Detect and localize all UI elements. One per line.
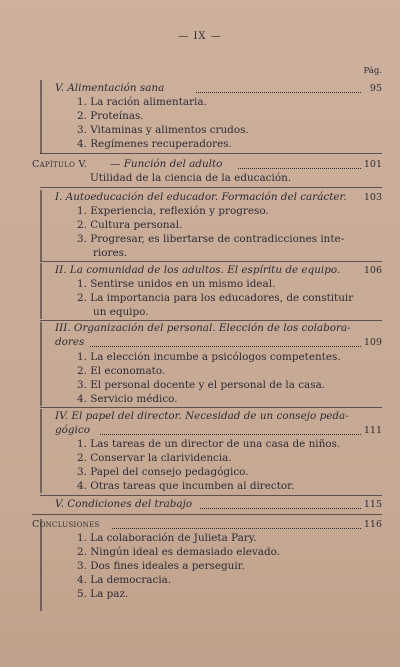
page-header: — IX — xyxy=(178,31,222,42)
entry-page: 103 xyxy=(363,192,382,203)
subitem-text: 3. Vitaminas y alimentos crudos. xyxy=(77,124,249,136)
entry-title: V. Condiciones del trabajo xyxy=(55,498,193,510)
subitem-text: 2. La importancia para los educadores, de constituir xyxy=(77,292,354,304)
chapter-label: Capítulo V. xyxy=(32,159,88,170)
section-divider xyxy=(40,320,382,321)
entry-page: 115 xyxy=(363,499,382,510)
leader-dots xyxy=(90,338,361,347)
section-divider xyxy=(40,407,382,408)
margin-rule xyxy=(40,519,42,611)
subitem-text: 1. La elección incumbe a psicólogos competentes. xyxy=(77,351,341,363)
entry-title: Conclusiones xyxy=(32,519,100,530)
subtitle-text: Utilidad de la ciencia de la educación. xyxy=(90,172,292,184)
chapter-page: 101 xyxy=(363,159,382,170)
subitem-text: 1. La ración alimentaria. xyxy=(77,96,207,108)
subitem-text: 1. Experiencia, reflexión y progreso. xyxy=(77,205,269,217)
entry-page: 111 xyxy=(363,425,382,436)
subitem-text: 2. Proteínas. xyxy=(77,110,144,122)
subitem-text: 5. La paz. xyxy=(77,588,129,600)
leader-dots xyxy=(200,500,361,509)
page-column-label: Pág. xyxy=(363,66,382,76)
subitem-text: 3. Dos fines ideales a perseguir. xyxy=(77,560,245,572)
subitem-text: 4. Regímenes recuperadores. xyxy=(77,138,232,150)
entry-title: II. La comunidad de los adultos. El espíritu de equipo. xyxy=(55,264,341,276)
section-divider xyxy=(32,514,382,515)
leader-dots xyxy=(100,426,361,435)
entry-page: 116 xyxy=(363,519,382,530)
section-divider xyxy=(40,153,382,154)
subitem-text: 3. Progresar, es libertarse de contradicciones inte- xyxy=(77,233,345,245)
section-divider xyxy=(40,187,382,188)
subitem-text: 1. Sentirse unidos en un mismo ideal. xyxy=(77,278,276,290)
entry-title: IV. El papel del director. Necesidad de un consejo peda- xyxy=(55,410,349,422)
entry-title: I. Autoeducación del educador. Formación del carácter. xyxy=(55,191,347,203)
subitem-text: 3. Papel del consejo pedagógico. xyxy=(77,466,249,478)
subitem-text: 1. La colaboración de Julieta Pary. xyxy=(77,532,257,544)
entry-title: III. Organización del personal. Elección de los colabora- xyxy=(55,322,351,334)
leader-dots xyxy=(238,160,361,169)
section-divider xyxy=(40,495,382,496)
subitem-text: riores. xyxy=(93,247,128,259)
subitem-text: 2. Conservar la clarividencia. xyxy=(77,452,232,464)
section-divider xyxy=(40,261,382,262)
subitem-text: 2. Cultura personal. xyxy=(77,219,183,231)
entry-title-continued: dores xyxy=(55,336,85,348)
subitem-text: 4. La democracia. xyxy=(77,574,172,586)
entry-page: 109 xyxy=(363,337,382,348)
subitem-text: 4. Otras tareas que incumben al director. xyxy=(77,480,295,492)
margin-rule xyxy=(40,80,42,154)
subitem-text: 2. El economato. xyxy=(77,365,166,377)
subitem-text: 3. El personal docente y el personal de la casa. xyxy=(77,379,326,391)
leader-dots xyxy=(196,84,361,93)
entry-title: V. Alimentación sana xyxy=(55,82,165,94)
subitem-text: 2. Ningún ideal es demasiado elevado. xyxy=(77,546,281,558)
entry-page: 106 xyxy=(363,265,382,276)
subitem-text: 1. Las tareas de un director de una casa de niños. xyxy=(77,438,341,450)
margin-rule xyxy=(40,263,42,319)
subitem-text: 4. Servicio médico. xyxy=(77,393,178,405)
margin-rule xyxy=(40,190,42,261)
subitem-text: un equipo. xyxy=(93,306,149,318)
chapter-title: — Función del adulto xyxy=(110,158,223,170)
entry-title-continued: gógico xyxy=(55,424,90,436)
margin-rule xyxy=(40,409,42,493)
leader-dots xyxy=(112,520,361,529)
entry-page: 95 xyxy=(369,83,382,94)
margin-rule xyxy=(40,322,42,406)
